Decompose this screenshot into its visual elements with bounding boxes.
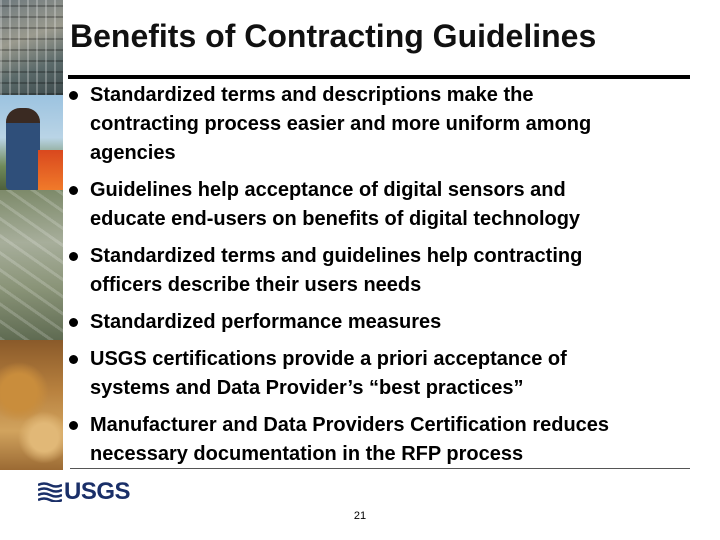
bullet-line: Standardized performance measures — [90, 311, 442, 333]
bullet-line: Guidelines help acceptance of digital sensors and — [90, 179, 566, 201]
bullet-line: Manufacturer and Data Providers Certification reduces — [90, 414, 610, 436]
bullet-dot-icon — [69, 421, 78, 430]
slide-title: Benefits of Contracting Guidelines — [70, 18, 597, 54]
bullet-line: agencies — [90, 142, 176, 164]
bullet-item — [64, 81, 720, 168]
bullet-line: officers describe their users needs — [90, 274, 422, 296]
bullet-item — [64, 308, 720, 337]
bullet-line: contracting process easier and more uniform among — [90, 113, 592, 135]
bullet-dot-icon — [69, 252, 78, 261]
bullet-dot-icon — [69, 186, 78, 195]
bullet-dot-icon — [69, 355, 78, 364]
bullet-list — [64, 81, 720, 469]
bullet-line: necessary documentation in the RFP process — [90, 443, 524, 465]
title-divider — [68, 75, 690, 79]
red-field-photo — [38, 150, 63, 190]
satellite-terrain-photo — [0, 340, 63, 470]
bullet-line: systems and Data Provider’s “best practices” — [90, 377, 524, 399]
bullet-item — [64, 345, 720, 403]
bullet-dot-icon — [69, 318, 78, 327]
bullet-item — [64, 242, 720, 300]
bullet-line: Standardized terms and guidelines help contracting — [90, 245, 583, 267]
bullet-line: educate end-users on benefits of digital technology — [90, 208, 581, 230]
aerial-city-photo — [0, 0, 63, 95]
usgs-logo — [38, 478, 138, 508]
person-photo — [6, 108, 40, 190]
bullet-dot-icon — [69, 91, 78, 100]
logo-text: USGS — [64, 478, 131, 505]
bullet-line: Standardized terms and descriptions make the — [90, 84, 534, 106]
usgs-wave-icon — [38, 482, 62, 502]
page-number: 21 — [353, 510, 367, 522]
aerial-landscape-photo — [0, 190, 63, 340]
bullet-line: USGS certifications provide a priori acceptance of — [90, 348, 567, 370]
footer-divider — [70, 468, 690, 469]
decorative-photo-strip — [0, 0, 63, 470]
bullet-item — [64, 411, 720, 469]
bullet-item — [64, 176, 720, 234]
